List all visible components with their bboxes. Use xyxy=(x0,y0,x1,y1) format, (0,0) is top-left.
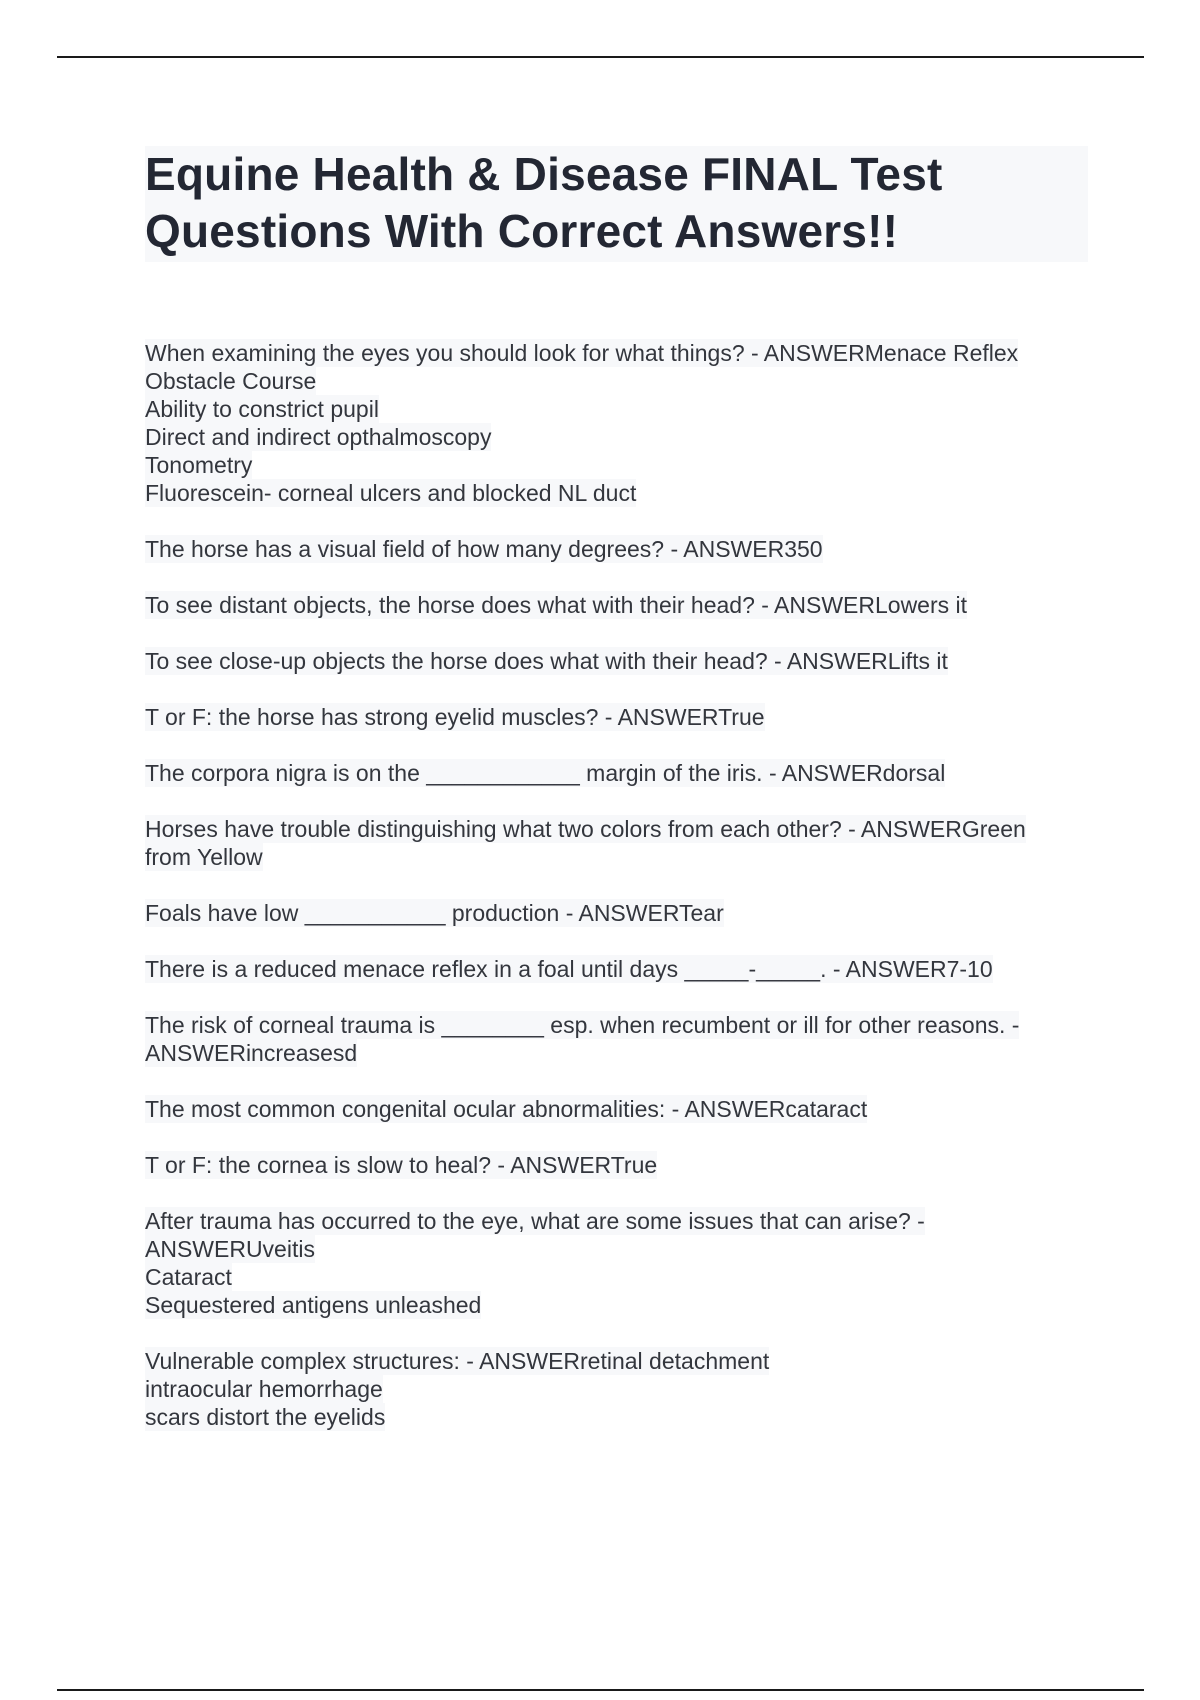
qa-answer-continuation: Ability to constrict pupil xyxy=(145,396,379,422)
qa-answer-continuation: intraocular hemorrhage xyxy=(145,1376,383,1402)
qa-answer-continuation: ANSWERUveitis xyxy=(145,1236,315,1262)
document-title-line-2: Questions With Correct Answers!! xyxy=(145,205,899,257)
qa-line-row xyxy=(145,899,1095,927)
qa-line-row xyxy=(145,1095,1095,1123)
bottom-divider xyxy=(57,1689,1144,1691)
qa-answer-continuation: Direct and indirect opthalmoscopy xyxy=(145,424,492,450)
qa-line-row xyxy=(145,339,1095,367)
qa-question-text: The horse has a visual field of how many degrees? - ANSWER350 xyxy=(145,536,823,562)
qa-line-row xyxy=(145,423,1095,451)
qa-item xyxy=(145,759,1095,787)
qa-item xyxy=(145,703,1095,731)
qa-question-text: The risk of corneal trauma is ________ esp. when recumbent or ill for other reasons. - xyxy=(145,1012,1020,1038)
qa-question-text: The corpora nigra is on the ____________ margin of the iris. - ANSWERdorsal xyxy=(145,760,946,786)
qa-question-text: T or F: the horse has strong eyelid muscles? - ANSWERTrue xyxy=(145,704,765,730)
qa-question-text: Horses have trouble distinguishing what two colors from each other? - ANSWERGreen xyxy=(145,816,1026,842)
qa-line-row xyxy=(145,1011,1095,1039)
qa-line-row xyxy=(145,1403,1095,1431)
qa-line-row xyxy=(145,703,1095,731)
document-title-line-1: Equine Health & Disease FINAL Test xyxy=(145,148,943,200)
qa-item xyxy=(145,815,1095,871)
qa-item xyxy=(145,535,1095,563)
qa-item xyxy=(145,955,1095,983)
qa-line-row xyxy=(145,843,1095,871)
qa-answer-continuation: Cataract xyxy=(145,1264,232,1290)
top-divider xyxy=(57,56,1144,58)
qa-line-row xyxy=(145,1039,1095,1067)
qa-question-text: To see distant objects, the horse does what with their head? - ANSWERLowers it xyxy=(145,592,968,618)
qa-line-row xyxy=(145,1151,1095,1179)
qa-question-text: When examining the eyes you should look for what things? - ANSWERMenace Reflex xyxy=(145,340,1019,366)
qa-question-text: To see close-up objects the horse does what with their head? - ANSWERLifts it xyxy=(145,648,948,674)
qa-line-row xyxy=(145,1347,1095,1375)
qa-item xyxy=(145,899,1095,927)
qa-question-text: There is a reduced menace reflex in a foal until days _____-_____. - ANSWER7-10 xyxy=(145,956,993,982)
qa-item xyxy=(145,339,1095,507)
qa-line-row xyxy=(145,395,1095,423)
qa-answer-continuation: Sequestered antigens unleashed xyxy=(145,1292,482,1318)
qa-line-row xyxy=(145,815,1095,843)
qa-line-row xyxy=(145,955,1095,983)
qa-question-text: Vulnerable complex structures: - ANSWERretinal detachment xyxy=(145,1348,770,1374)
qa-line-row xyxy=(145,479,1095,507)
qa-line-row xyxy=(145,591,1095,619)
qa-item xyxy=(145,1151,1095,1179)
document-title-block xyxy=(145,146,1088,262)
qa-answer-continuation: Fluorescein- corneal ulcers and blocked NL duct xyxy=(145,480,637,506)
question-answer-list xyxy=(145,339,1095,1459)
qa-line-row xyxy=(145,1291,1095,1319)
qa-question-text: Foals have low ___________ production - ANSWERTear xyxy=(145,900,724,926)
qa-line-row xyxy=(145,535,1095,563)
qa-question-text: T or F: the cornea is slow to heal? - ANSWERTrue xyxy=(145,1152,658,1178)
qa-line-row xyxy=(145,759,1095,787)
qa-item xyxy=(145,591,1095,619)
qa-line-row xyxy=(145,451,1095,479)
qa-line-row xyxy=(145,1375,1095,1403)
qa-item xyxy=(145,647,1095,675)
qa-item xyxy=(145,1347,1095,1431)
qa-answer-continuation: scars distort the eyelids xyxy=(145,1404,386,1430)
qa-item xyxy=(145,1095,1095,1123)
qa-answer-continuation: Obstacle Course xyxy=(145,368,317,394)
qa-answer-continuation: ANSWERincreasesd xyxy=(145,1040,358,1066)
qa-question-text: After trauma has occurred to the eye, what are some issues that can arise? - xyxy=(145,1208,925,1234)
qa-line-row xyxy=(145,1207,1095,1235)
qa-line-row xyxy=(145,1263,1095,1291)
qa-answer-continuation: Tonometry xyxy=(145,452,253,478)
qa-answer-continuation: from Yellow xyxy=(145,844,263,870)
qa-line-row xyxy=(145,1235,1095,1263)
qa-item xyxy=(145,1207,1095,1319)
qa-line-row xyxy=(145,367,1095,395)
document-title xyxy=(145,146,1088,260)
qa-question-text: The most common congenital ocular abnormalities: - ANSWERcataract xyxy=(145,1096,868,1122)
qa-line-row xyxy=(145,647,1095,675)
qa-item xyxy=(145,1011,1095,1067)
